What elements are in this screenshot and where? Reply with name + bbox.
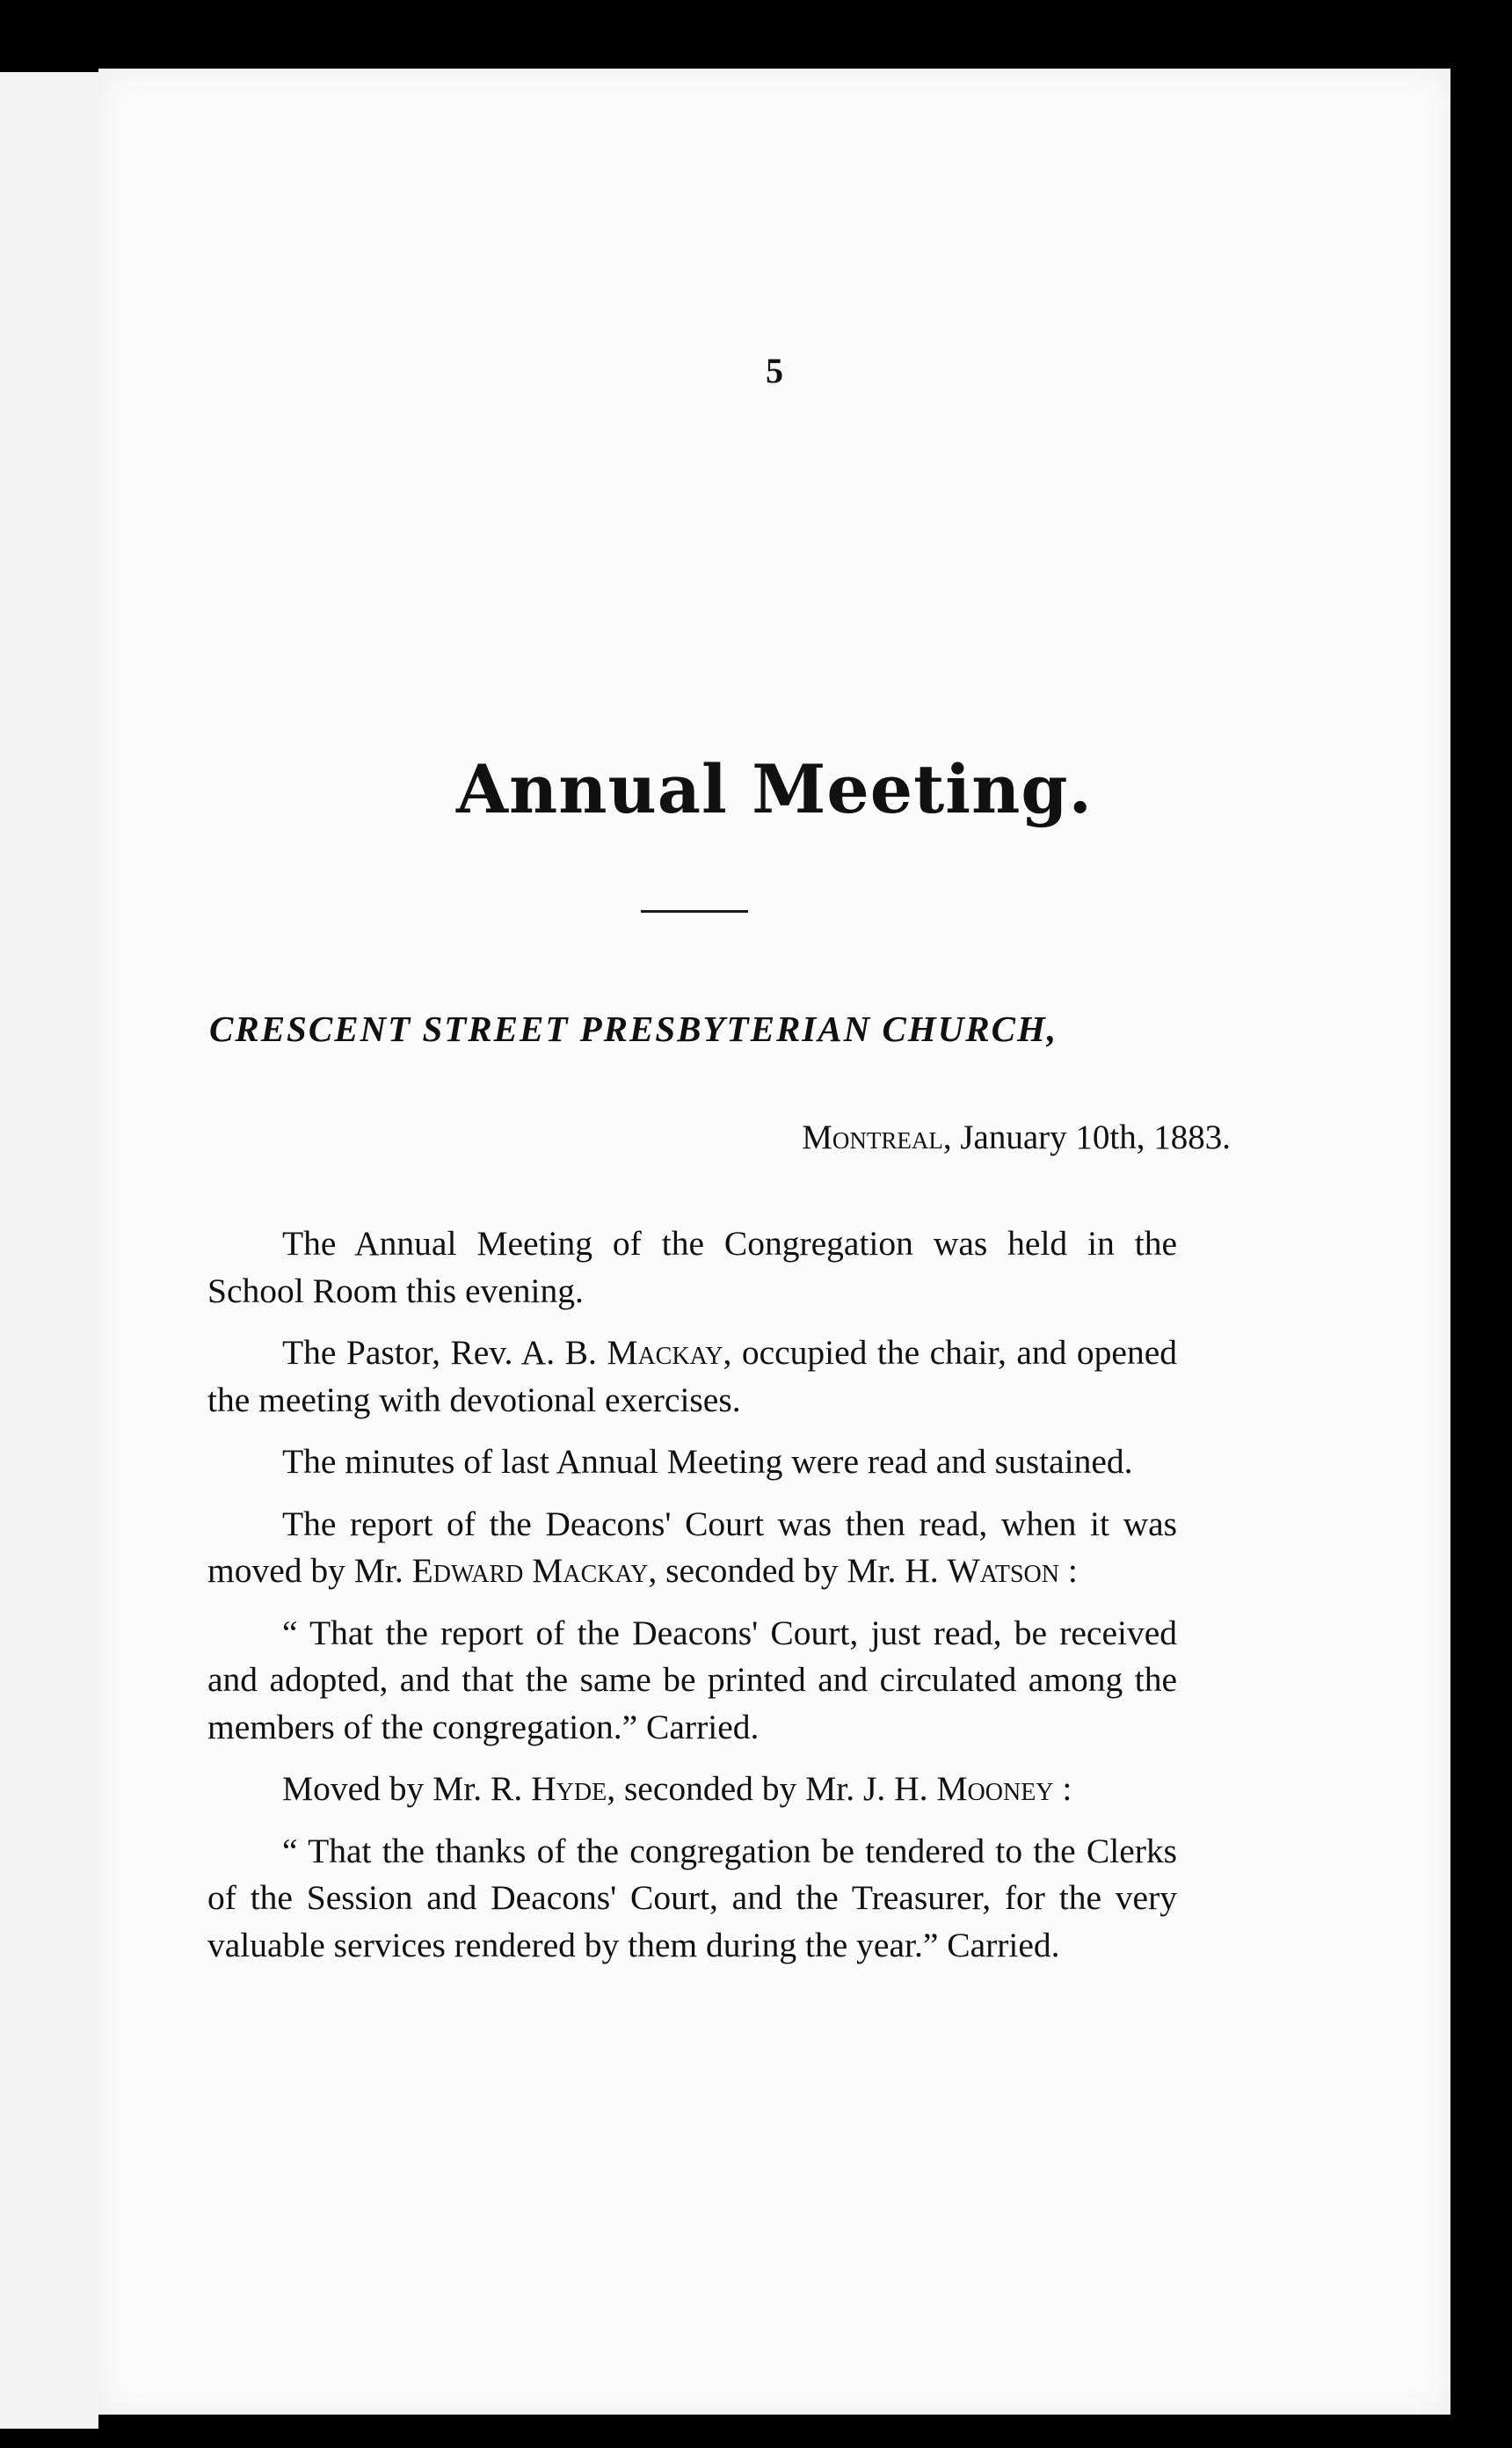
paragraph-text: , occupied the chair, and opened the meeting with devotional exercises. bbox=[207, 1333, 1177, 1419]
section-title: Annual Meeting. bbox=[456, 750, 1093, 828]
paragraph-text: The Annual Meeting of the Congregation was held in the School Room this evening. bbox=[207, 1224, 1177, 1310]
paragraph-text: “ That the report of the Deacons' Court, just read, be received and adopted, and that the same be printed and circulated among the members of the congregation.” Carried. bbox=[207, 1613, 1177, 1746]
paragraph bbox=[207, 1766, 1177, 1813]
dateline-date: January 10th, 1883. bbox=[960, 1118, 1231, 1156]
person-name: Mooney bbox=[936, 1769, 1054, 1808]
dateline-place: Montreal, bbox=[802, 1118, 952, 1156]
paragraph-text: The minutes of last Annual Meeting were read and sustained. bbox=[282, 1442, 1133, 1481]
paragraph-text: , seconded by Mr. J. H. bbox=[607, 1769, 937, 1808]
page-number: 5 bbox=[766, 351, 783, 390]
paragraph-text: The report of the Deacons' Court was then read, when it was moved by Mr. bbox=[207, 1504, 1177, 1590]
paragraph bbox=[207, 1610, 1177, 1752]
paragraph-text: Moved by Mr. R. bbox=[282, 1769, 532, 1808]
paragraph-text: : bbox=[1059, 1551, 1078, 1590]
church-heading: CRESCENT STREET PRESBYTERIAN CHURCH, bbox=[209, 1009, 1058, 1049]
previous-page-edge bbox=[0, 72, 98, 2429]
paragraph-text: The Pastor, Rev. A. B. bbox=[282, 1333, 607, 1372]
paragraph bbox=[207, 1828, 1177, 1970]
paragraph-text: “ That the thanks of the congregation be tendered to the Clerks of the Session and Deacons' Court, and the Treasurer, for the very valuable services rendered by them during the year.” Carried. bbox=[207, 1831, 1177, 1964]
paragraph bbox=[207, 1439, 1177, 1486]
person-name: Watson bbox=[947, 1551, 1060, 1590]
dateline bbox=[802, 1118, 1231, 1157]
book-page bbox=[98, 69, 1450, 2415]
paragraph bbox=[207, 1501, 1177, 1595]
paragraph-text: : bbox=[1053, 1769, 1072, 1808]
person-name: Edward Mackay bbox=[411, 1551, 649, 1590]
paragraph bbox=[207, 1330, 1177, 1424]
minutes-body bbox=[207, 1220, 1177, 1984]
paragraph-text: , seconded by Mr. H. bbox=[648, 1551, 948, 1590]
title-divider bbox=[641, 910, 748, 913]
paragraph bbox=[207, 1220, 1177, 1315]
person-name: Hyde bbox=[531, 1769, 607, 1808]
person-name: Mackay bbox=[607, 1333, 723, 1372]
